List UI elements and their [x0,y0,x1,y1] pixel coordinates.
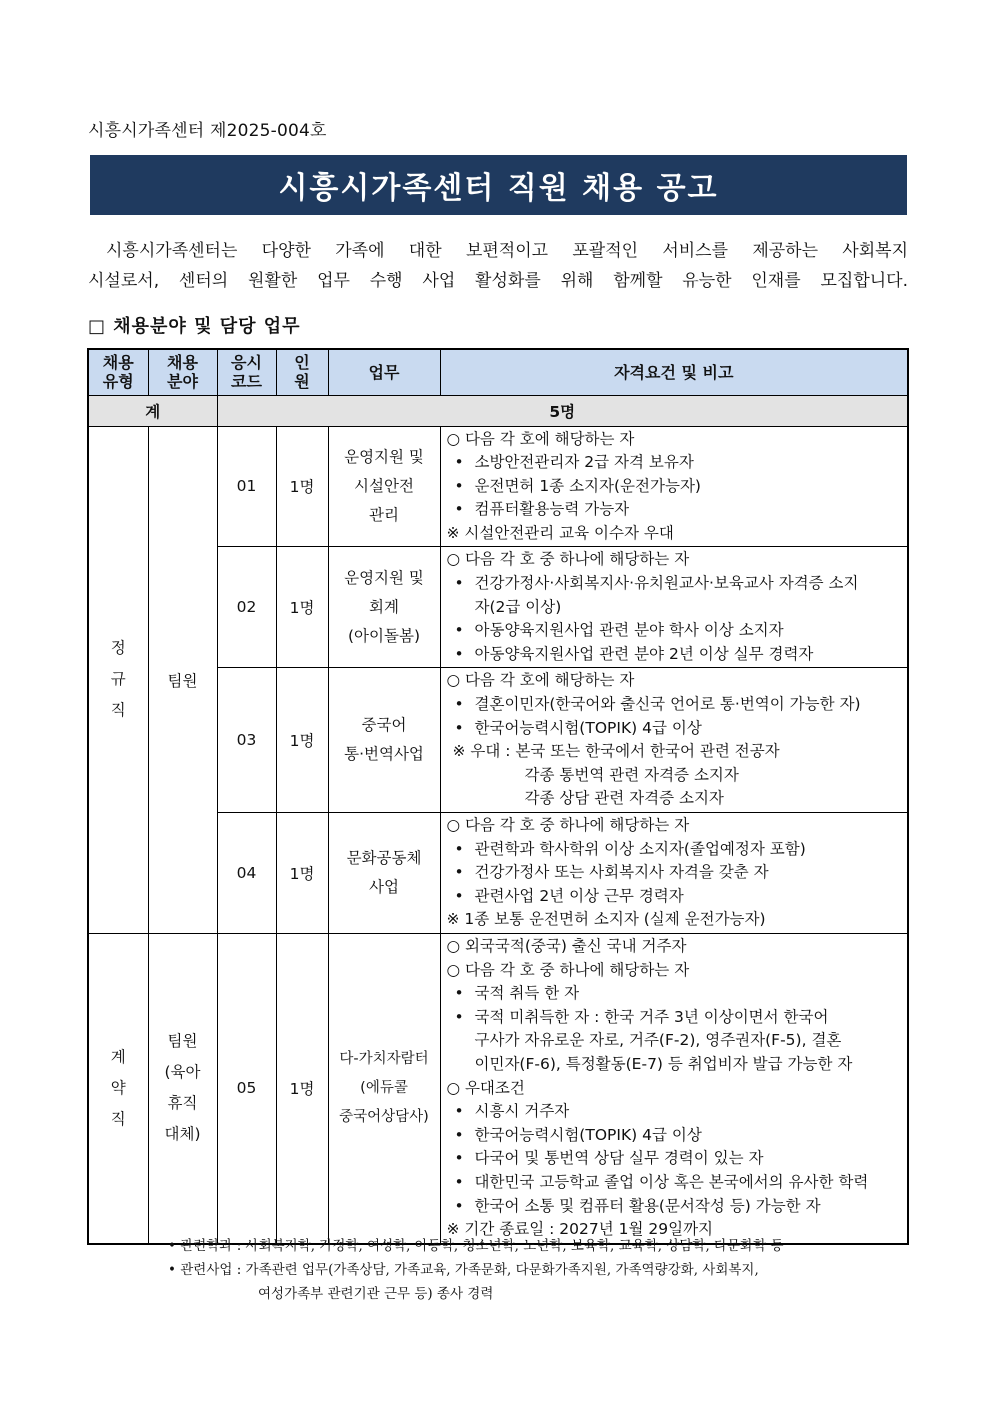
type-contract-text: 계 약 직 [110,1047,126,1128]
qual-text: 운전면허 1종 소지자(운전가능자) [474,476,701,495]
qual-bullet [447,861,904,885]
duty-text: 문화공동체 사업 [346,848,422,896]
qual-text: 아동양육지원사업 관련 분야 2년 이상 실무 경력자 [474,644,814,663]
qualification-cell [440,547,908,668]
qual-bullet [447,1195,904,1219]
qual-note: ※ 시설안전관리 교육 이수자 우대 [446,523,674,542]
intro-paragraph [88,236,908,296]
qual-continuation: 구사가 자유로운 자로, 거주(F-2), 영주권자(F-5), 결혼 [474,1031,842,1050]
qual-bullet [447,693,904,717]
qual-text: 대한민국 고등학교 졸업 이상 혹은 본국에서의 유사한 학력 [474,1172,869,1191]
qual-bullet [447,1124,904,1148]
duty-text: 중국어 통·번역사업 [344,716,424,764]
bullet-mark: • [454,476,464,495]
count-cell: 1명 [276,547,328,668]
bullet-mark: • [454,984,464,1003]
header-field-text: 채용 분야 [167,353,198,392]
header-code-text: 응시 코드 [231,353,262,392]
qual-note: ※ 우대 : 본국 또는 한국에서 한국어 관련 전공자 [452,742,780,761]
section-title: □ 채용분야 및 담당 업무 [88,316,301,337]
qual-text: 관련사업 2년 이상 근무 경력자 [474,886,684,905]
qual-text: 건강가정사 또는 사회복지사 자격을 갖춘 자 [474,863,769,882]
qual-bullet [447,1006,904,1030]
bullet-mark: • [454,453,464,472]
qual-text: 한국어능력시험(TOPIK) 4급 이상 [474,718,702,737]
note-related-work: • 관련사업 : 가족관련 업무(가족상담, 가족교육, 가족문화, 다문화가족지원, 가족역량강화, 사회복지, [168,1262,759,1278]
bullet-mark: • [454,1007,464,1026]
intro-line-1: 시흥시가족센터는 다양한 가족에 대한 보편적이고 포괄적인 서비스를 제공하는 사회복지 [106,241,908,261]
total-row [88,395,908,426]
bullet-mark: • [454,1172,464,1191]
bullet-mark: • [454,574,464,593]
count-cell: 1명 [276,933,328,1243]
qual-bullet [447,498,904,522]
header-count-text: 인 원 [294,353,310,392]
bullet-mark: • [454,839,464,858]
table-row [88,426,908,547]
qual-continuation: 자(2급 이상) [474,597,562,616]
qual-note: ※ 1종 보통 운전면허 소지자 (실제 운전가능자) [446,910,766,929]
code-cell: 05 [217,933,276,1243]
qual-bullet [447,475,904,499]
qual-bullet [447,1171,904,1195]
duty-text: 다-가치자람터 (에듀콜 중국어상담사) [339,1050,429,1125]
note-related-work-continuation: 여성가족부 관련기관 근무 등) 종사 경력 [258,1286,494,1302]
qual-line: ○ 다음 각 호 중 하나에 해당하는 자 [446,550,690,569]
qual-bullet [447,572,904,596]
code-cell: 03 [217,668,276,813]
qual-line: ○ 다음 각 호에 해당하는 자 [446,671,635,690]
type-contract [88,933,148,1243]
type-regular-text: 정 규 직 [110,639,126,720]
count-cell: 1명 [276,426,328,547]
document-number: 시흥시가족센터 제2025-004호 [88,121,327,141]
header-type [88,349,148,395]
duty-text: 운영지원 및 시설안전 관리 [344,447,424,524]
bullet-mark: • [454,1102,464,1121]
header-field [148,349,217,395]
header-qualification: 자격요건 및 비고 [440,349,908,395]
bullet-mark: • [454,1196,464,1215]
qual-text: 한국어 소통 및 컴퓨터 활용(문서작성 등) 가능한 자 [474,1196,821,1215]
qual-bullet [447,1147,904,1171]
qual-text: 관련학과 학사학위 이상 소지자(졸업예정자 포함) [474,839,806,858]
bullet-mark: • [454,863,464,882]
code-cell: 01 [217,426,276,547]
qual-bullet [447,619,904,643]
table-header-row [88,349,908,395]
qual-text: 건강가정사·사회복지사·유치원교사·보육교사 자격증 소지 [474,574,859,593]
qual-line: ○ 우대조건 [446,1078,525,1097]
field-contract [148,933,217,1243]
bullet-mark: • [454,695,464,714]
qual-bullet [447,885,904,909]
total-value: 5명 [217,395,908,426]
type-regular [88,426,148,933]
qual-bullet [447,451,904,475]
field-regular: 팀원 [148,426,217,933]
duty-cell [328,668,440,813]
bullet-mark: • [454,621,464,640]
footnotes [168,1234,784,1306]
bullet-mark: • [454,1125,464,1144]
count-cell: 1명 [276,668,328,813]
bullet-mark: • [454,718,464,737]
field-contract-text: 팀원 (육아 휴직 대체) [164,1032,201,1144]
qualification-cell [440,933,908,1243]
qual-continuation: 이민자(F-6), 특정활동(E-7) 등 취업비자 발급 가능한 자 [474,1054,853,1073]
qual-text: 소방안전관리자 2급 자격 보유자 [474,453,694,472]
qual-note: ※ 기간 종료일 : 2027년 1월 29일까지 [446,1220,714,1239]
qual-text: 국적 취득 한 자 [474,984,580,1003]
table-row [88,933,908,1243]
qual-line: ○ 다음 각 호에 해당하는 자 [446,429,635,448]
qual-line: ○ 다음 각 호 중 하나에 해당하는 자 [446,816,690,834]
bullet-mark: • [454,500,464,519]
header-type-text: 채용 유형 [102,353,134,392]
qual-note-continuation: 각종 상담 관련 자격증 소지자 [524,789,724,808]
qual-bullet [447,1100,904,1124]
qual-text: 다국어 및 통번역 상담 실무 경력이 있는 자 [474,1149,764,1168]
qual-note-continuation: 각종 통번역 관련 자격증 소지자 [524,765,739,784]
qual-text: 시흥시 거주자 [474,1102,570,1121]
bullet-mark: • [454,644,464,663]
duty-cell [328,547,440,668]
header-duty: 업무 [328,349,440,395]
bullet-mark: • [454,1149,464,1168]
qual-line: ○ 외국국적(중국) 출신 국내 거주자 [446,936,687,955]
qual-text: 아동양육지원사업 관련 분야 학사 이상 소지자 [474,621,784,640]
qual-bullet [447,838,904,862]
total-label: 계 [88,395,217,426]
qualification-cell [440,426,908,547]
qual-bullet [447,643,904,667]
qual-bullet [447,982,904,1006]
header-code [217,349,276,395]
duty-cell [328,813,440,934]
count-cell: 1명 [276,813,328,934]
duty-text: 운영지원 및 회계 (아이돌봄) [344,568,424,645]
qual-text: 결혼이민자(한국어와 출신국 언어로 통·번역이 가능한 자) [474,695,861,714]
duty-cell [328,933,440,1243]
qual-text: 한국어능력시험(TOPIK) 4급 이상 [474,1125,702,1144]
duty-cell [328,426,440,547]
intro-line-2: 시설로서, 센터의 원활한 업무 수행 사업 활성화를 위해 함께할 유능한 인재를 모집합니다. [88,271,908,291]
header-count [276,349,328,395]
qualification-cell [440,668,908,813]
code-cell: 04 [217,813,276,934]
note-related-majors: • 관련학과 : 사회복지학, 가정학, 여성학, 아동학, 청소년학, 노년학, 보육학, 교육학, 상담학, 다문화학 등 [168,1238,784,1254]
qual-bullet [447,717,904,741]
code-cell: 02 [217,547,276,668]
bullet-mark: • [454,886,464,905]
qual-line: ○ 다음 각 호 중 하나에 해당하는 자 [446,960,690,979]
recruitment-table [87,348,909,1245]
page-title: 시흥시가족센터 직원 채용 공고 [90,155,907,215]
qualification-cell [440,813,908,934]
qual-text: 컴퓨터활용능력 가능자 [474,500,630,519]
qual-text: 국적 미취득한 자 : 한국 거주 3년 이상이면서 한국어 [474,1007,829,1026]
